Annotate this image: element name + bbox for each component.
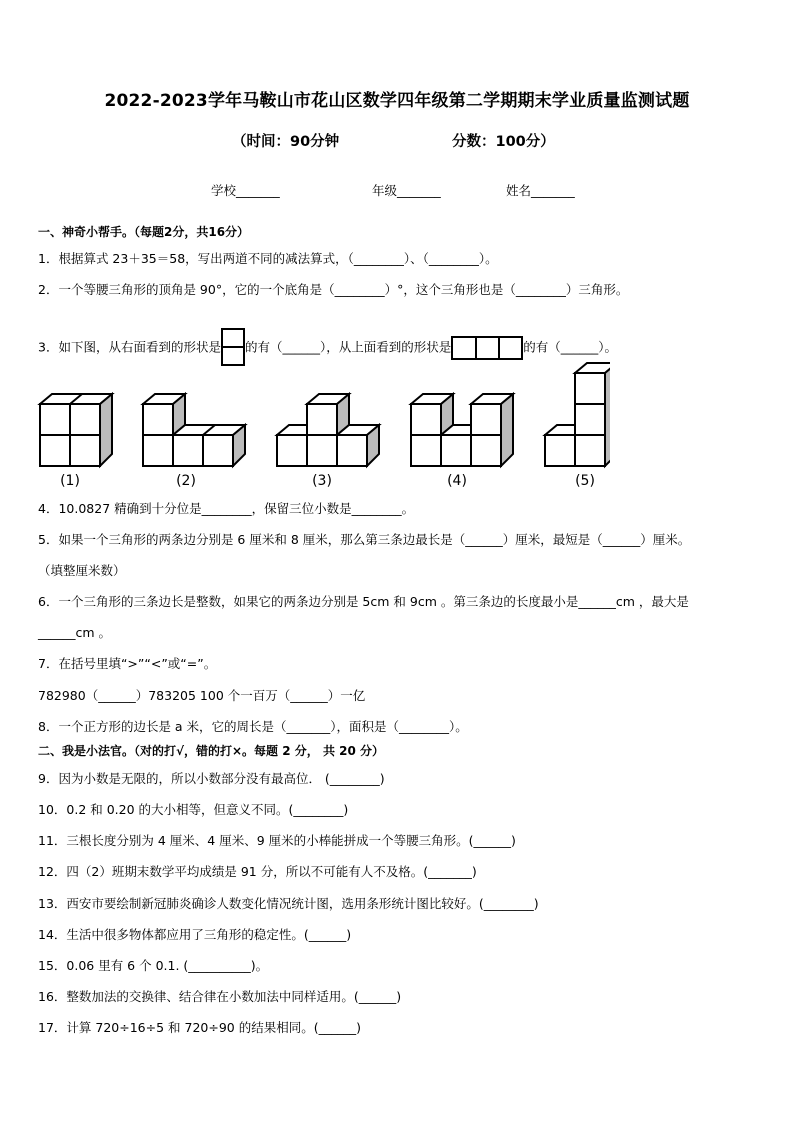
- question-10: 10．0.2 和 0.20 的大小相等，但意义不同。(________): [38, 802, 349, 817]
- question-7-items: 782980（______）783205 100 个一百万（______）一亿: [38, 688, 366, 703]
- cube-figure-5: [545, 363, 610, 466]
- question-11: 11．三根长度分别为 4 厘米、4 厘米、9 厘米的小棒能拼成一个等腰三角形。(______): [38, 833, 516, 848]
- figure-label-3: (3): [312, 473, 332, 489]
- question-2: 2．一个等腰三角形的顶角是 90°，它的一个底角是（________）°，这个三角形也是（________）三角形。: [38, 282, 629, 297]
- top-view-shape: [451, 336, 523, 360]
- figure-label-4: (4): [447, 473, 467, 489]
- grade-field: 年级_______: [372, 183, 441, 198]
- question-5-note: （填整厘米数）: [38, 563, 126, 578]
- question-3-part-b: 的有（______），从上面看到的形状是: [244, 339, 452, 355]
- question-6-continued: ______cm 。: [38, 625, 112, 640]
- question-17: 17．计算 720÷16÷5 和 720÷90 的结果相同。(______): [38, 1020, 361, 1035]
- cube-figures: [30, 362, 610, 470]
- question-4: 4．10.0827 精确到十分位是________，保留三位小数是________。: [38, 501, 415, 516]
- cube-figure-3: [277, 394, 379, 466]
- exam-score: 分数：100分）: [452, 134, 555, 150]
- question-6: 6．一个三角形的三条边长是整数，如果它的两条边分别是 5cm 和 9cm 。第三条边的长度最小是______cm ，最大是: [38, 594, 689, 609]
- figure-label-5: (5): [575, 473, 595, 489]
- cube-figure-4: [411, 394, 513, 466]
- figure-label-1: (1): [60, 473, 80, 489]
- section2-heading: 二、我是小法官。（对的打√，错的打×。每题 2 分， 共 20 分）: [38, 744, 384, 758]
- question-5: 5．如果一个三角形的两条边分别是 6 厘米和 8 厘米，那么第三条边最长是（______）厘米，最短是（______）厘米。: [38, 532, 691, 547]
- name-field: 姓名_______: [506, 183, 575, 198]
- question-3-part-a: 3．如下图，从右面看到的形状是: [38, 339, 221, 355]
- question-15: 15．0.06 里有 6 个 0.1. (__________)。: [38, 958, 269, 973]
- question-13: 13．西安市要绘制新冠肺炎确诊人数变化情况统计图，选用条形统计图比较好。(________): [38, 896, 539, 911]
- cube-figure-1: [40, 394, 112, 466]
- question-14: 14．生活中很多物体都应用了三角形的稳定性。(______): [38, 927, 352, 942]
- question-3-part-c: 的有（______）。: [523, 339, 617, 355]
- right-view-shape: [221, 328, 245, 366]
- question-12: 12．四（2）班期末数学平均成绩是 91 分，所以不可能有人不及格。(_______): [38, 864, 477, 879]
- figure-label-2: (2): [176, 473, 196, 489]
- section1-heading: 一、神奇小帮手。（每题2分，共16分）: [38, 225, 250, 239]
- question-7: 7．在括号里填“>”“<”或“=”。: [38, 656, 217, 671]
- school-field: 学校_______: [211, 183, 280, 198]
- question-8: 8．一个正方形的边长是 a 米，它的周长是（_______），面积是（________）。: [38, 719, 468, 734]
- question-1: 1．根据算式 23＋35＝58，写出两道不同的减法算式，（________）、（________）。: [38, 251, 498, 266]
- question-9: 9．因为小数是无限的，所以小数部分没有最高位． (________): [38, 771, 385, 786]
- cube-figure-2: [143, 394, 245, 466]
- exam-title: 2022-2023学年马鞍山市花山区数学四年级第二学期期末学业质量监测试题: [104, 91, 690, 111]
- exam-time: （时间：90分钟: [232, 134, 340, 150]
- question-16: 16．整数加法的交换律、结合律在小数加法中同样适用。(______): [38, 989, 402, 1004]
